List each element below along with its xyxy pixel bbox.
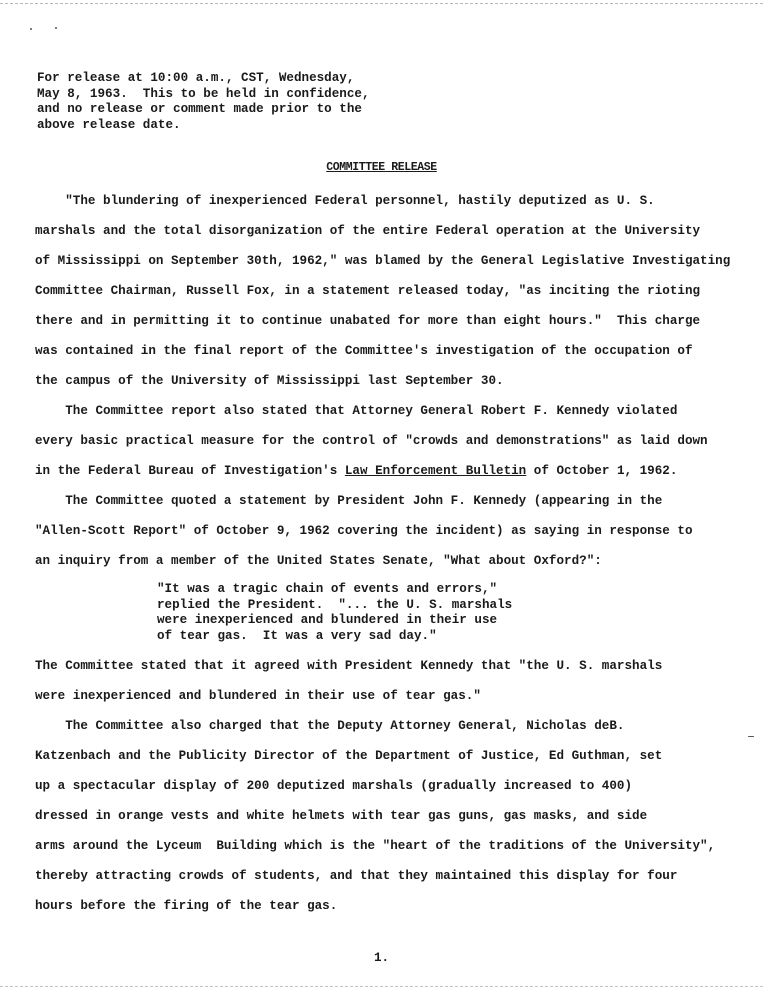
body-text: in the Federal Bureau of Investigation's [35,464,345,478]
release-notice [37,71,370,133]
body-line: every basic practical measure for the control of "crowds and demonstrations" as laid down [35,434,708,448]
quote-line: were inexperienced and blundered in their use [157,613,498,627]
body-line: The Committee report also stated that Attorney General Robert F. Kennedy violated [35,404,678,418]
body-line: the campus of the University of Mississippi last September 30. [35,374,504,388]
body-line: were inexperienced and blundered in their use of tear gas." [35,689,481,703]
release-line: above release date. [37,117,181,132]
document-title: COMMITTEE RELEASE [326,161,437,174]
release-line: May 8, 1963. This to be held in confidence, [37,86,370,101]
top-edge-perforation [0,3,763,4]
body-line: dressed in orange vests and white helmets with tear gas guns, gas masks, and side [35,809,648,823]
body-line: an inquiry from a member of the United States Senate, "What about Oxford?": [35,554,602,568]
body-line: The Committee quoted a statement by President John F. Kennedy (appearing in the [35,494,663,508]
body-line: Committee Chairman, Russell Fox, in a statement released today, "as inciting the rioting [35,284,701,298]
body-line: arms around the Lyceum Building which is the "heart of the traditions of the University", [35,839,716,853]
body-line: The Committee stated that it agreed with President Kennedy that "the U. S. marshals [35,659,663,673]
body-line: was contained in the final report of the Committee's investigation of the occupation of [35,344,693,358]
release-line: and no release or comment made prior to the [37,102,362,116]
body-line: marshals and the total disorganization of the entire Federal operation at the University [35,224,701,238]
body-line: hours before the firing of the tear gas. [35,899,338,913]
release-line: For release at 10:00 a.m., CST, Wednesday, [37,71,355,85]
body-line: up a spectacular display of 200 deputized marshals (gradually increased to 400) [35,779,633,793]
body-text: of October 1, 1962. [526,464,678,478]
body-line [35,463,677,479]
quote-line: "It was a tragic chain of events and errors," [157,582,498,596]
body-line: there and in permitting it to continue unabated for more than eight hours." This charge [35,314,701,328]
body-line: "Allen-Scott Report" of October 9, 1962 covering the incident) as saying in response to [35,524,693,538]
body-line: of Mississippi on September 30th, 1962," was blamed by the General Legislative Investigating [35,254,731,268]
scan-speck [55,27,57,29]
quote-line: of tear gas. It was a very sad day." [157,628,437,643]
body-line: thereby attracting crowds of students, and that they maintained this display for four [35,869,678,883]
block-quote [157,582,512,644]
body-line: The Committee also charged that the Deputy Attorney General, Nicholas deB. [35,719,625,733]
body-line: Katzenbach and the Publicity Director of the Department of Justice, Ed Guthman, set [35,749,663,763]
bottom-edge-perforation [0,986,763,987]
scan-speck [748,736,754,737]
quote-line: replied the President. "... the U. S. marshals [157,597,513,612]
page-number: 1. [373,951,390,965]
body-line: "The blundering of inexperienced Federal personnel, hastily deputized as U. S. [35,194,655,208]
publication-title: Law Enforcement Bulletin [344,464,527,478]
scan-speck [30,28,32,30]
